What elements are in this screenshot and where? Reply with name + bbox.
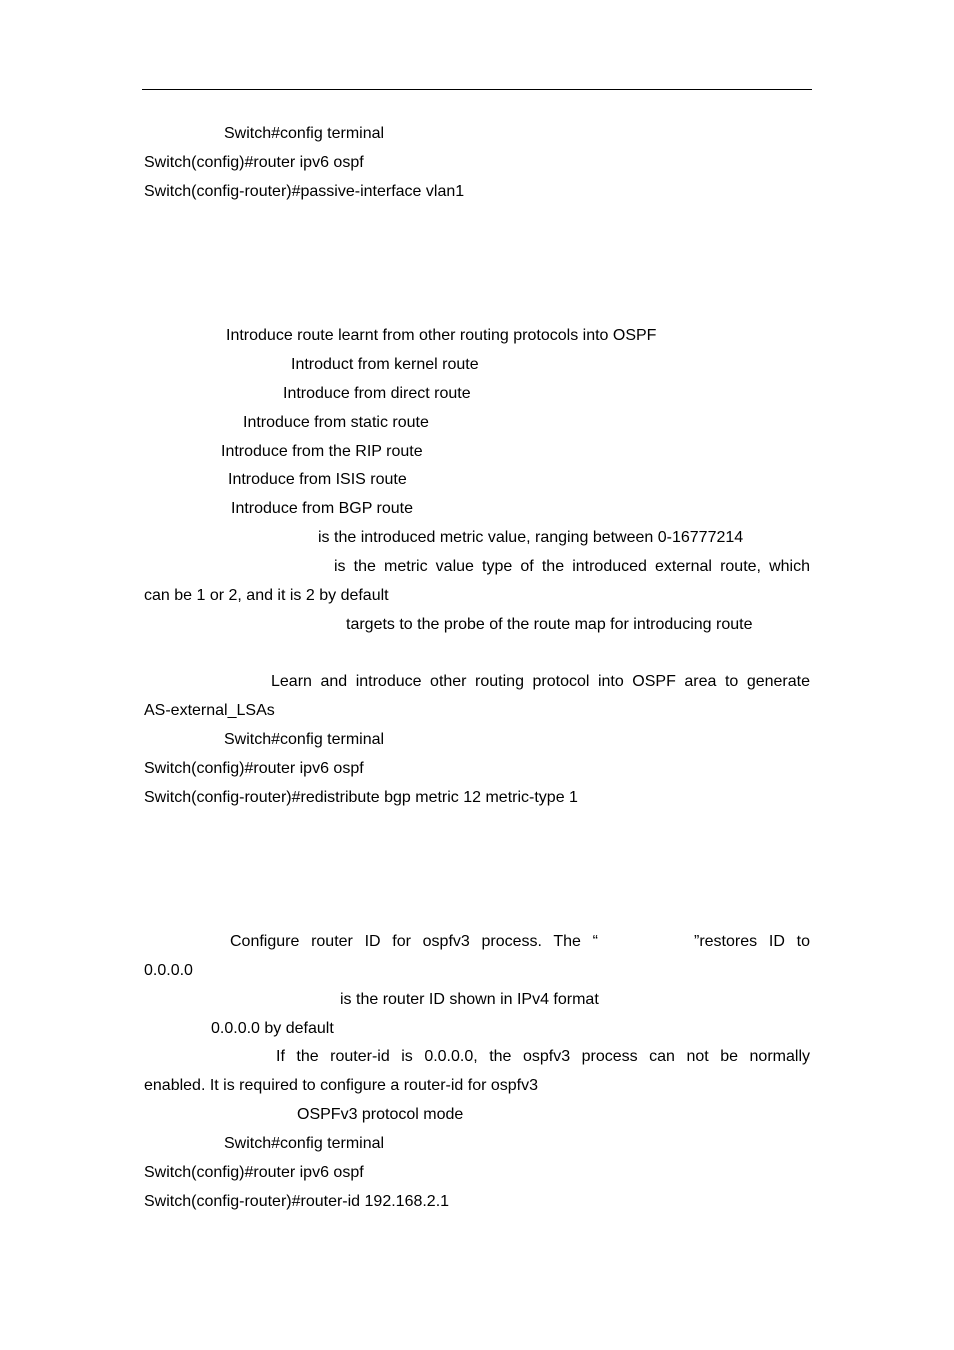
param-description: Introduce from ISIS route: [228, 471, 407, 488]
function-line: [144, 325, 810, 347]
param-line: [144, 989, 810, 1011]
metric-type-description: is the metric value type of the introduced external route, which: [334, 558, 810, 575]
example-line: [144, 123, 810, 145]
usage-guide-cont: AS-external_LSAs: [144, 702, 275, 719]
example-line: [144, 1133, 810, 1155]
default-value: 0.0.0.0 by default: [211, 1020, 334, 1037]
param-line: [144, 527, 810, 549]
mode-line: [144, 1104, 810, 1126]
example-line: [144, 729, 810, 751]
default-line: [144, 1018, 810, 1040]
metric-type-description-cont: can be 1 or 2, and it is 2 by default: [144, 587, 389, 604]
usage-guide: If the router-id is 0.0.0.0, the ospfv3 process can not be normally: [276, 1048, 810, 1065]
command-mode: OSPFv3 protocol mode: [297, 1106, 464, 1123]
param-line: [144, 441, 810, 463]
param-description: Introduce from static route: [243, 414, 429, 431]
param-description: Introduce from the RIP route: [221, 443, 423, 460]
param-line: [144, 498, 810, 520]
function-text-cont: 0.0.0.0: [144, 962, 193, 979]
param-description: Introduct from kernel route: [291, 356, 479, 373]
param-line: [144, 412, 810, 434]
metric-description: is the introduced metric value, ranging between 0-16777214: [318, 529, 744, 546]
example-command: Switch(config)#router ipv6 ospf: [144, 1164, 364, 1181]
example-command: Switch(config-router)#redistribute bgp metric 12 metric-type 1: [144, 789, 578, 806]
function-text-end: ”restores ID to: [694, 933, 810, 950]
param-description: Introduce from direct route: [283, 385, 471, 402]
param-line: [144, 354, 810, 376]
example-command: Switch(config)#router ipv6 ospf: [144, 760, 364, 777]
example-command: Switch(config)#router ipv6 ospf: [144, 154, 364, 171]
example-command: Switch(config-router)#router-id 192.168.2.1: [144, 1193, 450, 1210]
header-rule: [142, 89, 812, 90]
usage-guide-cont: enabled. It is required to configure a router-id for ospfv3: [144, 1077, 538, 1094]
param-description: Introduce from BGP route: [231, 500, 414, 517]
function-line: [144, 931, 810, 953]
param-line: [144, 614, 810, 636]
param-line: [144, 383, 810, 405]
param-description: is the router ID shown in IPv4 format: [340, 991, 599, 1008]
function-text: Configure router ID for ospfv3 process. The “: [230, 933, 598, 950]
usage-guide: Learn and introduce other routing protocol into OSPF area to generate: [271, 673, 810, 690]
function-text: Introduce route learnt from other routing protocols into OSPF: [226, 327, 657, 344]
param-line: [144, 469, 810, 491]
example-command: Switch#config terminal: [224, 125, 385, 142]
example-command: Switch#config terminal: [224, 731, 385, 748]
route-map-description: targets to the probe of the route map for introducing route: [346, 616, 753, 633]
example-command: Switch#config terminal: [224, 1135, 385, 1152]
example-command: Switch(config-router)#passive-interface vlan1: [144, 183, 465, 200]
